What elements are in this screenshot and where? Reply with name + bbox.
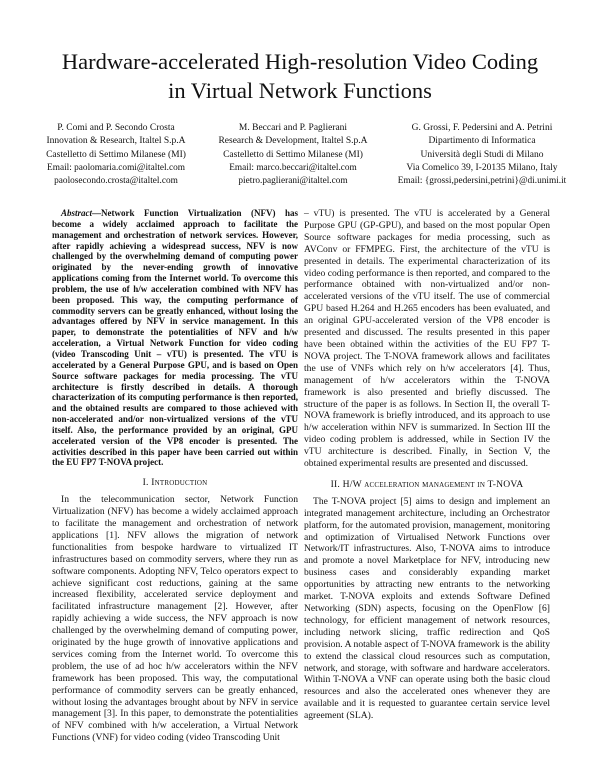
author-block-1 bbox=[28, 122, 204, 188]
author-address: Università degli Studi di Milano bbox=[420, 149, 544, 160]
introduction-paragraph-continued: – vTU) is presented. The vTU is accelerated by a General Purpose GPU (GP-GPU), and based on the most popular Open Source software packages for media processing, such as AVConv or FFMPEG. First, the architecture of the vTU is presented in details. The experimental characterization of its video coding performance is then reported, and compared to the performance obtained with non-virtualized and/or non-accelerated versions of the vTU itself. The use of commercial GPU based H.264 and H.265 encoders has been evaluated, and an original GPU-accelerated version of the VP8 encoder is presented and discussed. The results presented in this paper have been obtained within the activities of the EU FP7 T-NOVA project. The T-NOVA framework allows and facilitates the use of VNFs which rely on h/w accelerators [4]. Thus, management of h/w accelerators within the T-NOVA framework is also presented and briefly discussed. The structure of the paper is as follows. In Section II, the overall T-NOVA framework is briefly introduced, and its approach to use h/w acceleration within NFV is summarized. In Section III the video coding problem is addressed, while in Section IV the vTU architecture is described. Finally, in Section V, the obtained experimental results are presented and discussed. bbox=[304, 208, 550, 470]
author-email: Email: paolomaria.comi@italtel.com bbox=[47, 162, 185, 173]
abstract-label: Abstract bbox=[61, 208, 93, 218]
tnova-paragraph: The T-NOVA project [5] aims to design and implement an integrated management architecture, including an Orchestrator platform, for the automated provision, management, monitoring and optimization of Virtualised Network Functions over Network/IT infrastructures. Also, T-NOVA aims to introduce and promote a novel Marketplace for NFV, introducing new business cases and considerably expanding market opportunities by attracting new entrants to the networking market. T-NOVA exploits and extends Software Defined Networking (SDN) aspects, focusing on the OpenFlow [6] technology, for efficient management of network resources, including network slicing, traffic redirection and QoS provision. A notable aspect of T-NOVA framework is the ability to extend the classical cloud resources such as computation, network, and storage, with software and hardware accelerators. Within T-NOVA a VNF can operate using both the basic cloud resources and also the accelerated ones whenever they are available and it is requested to guarantee certain service level agreement (SLA). bbox=[304, 495, 550, 722]
author-affiliation: Dipartimento di Informatica bbox=[428, 136, 536, 147]
abstract-text: —Network Function Virtualization (NFV) has become a widely acclaimed approach to facilitate the management and orchestration of network services. However, after rapidly achieving a widespread success, NFV is now challenged by the overwhelming demand of computing power originated by the never-ending growth of innovative applications coming from the Internet world. To overcome this problem, the use of h/w acceleration combined with NFV has been proposed. This way, the computing performance of commodity servers can be greatly enhanced, without losing the advantages offered by NFV in service management. In this paper, to demonstrate the potentialities of NFV and h/w acceleration, a Virtual Network Function for video coding (video Transcoding Unit – vTU) is presented. The vTU is accelerated by a General Purpose GPU, and is based on Open Source software packages for media processing. The vTU architecture is firstly described in details. A thorough characterization of its computing performance is then reported, and the obtained results are compared to those achieved with non-accelerated and/or non-virtualized versions of the vTU itself. Also, the performance provided by an original, GPU accelerated version of the VP8 encoder is presented. The activities described in this paper have been carried out within the EU FP7 T-NOVA project. bbox=[52, 208, 298, 468]
author-address-2: Via Comelico 39, I-20135 Milano, Italy bbox=[406, 162, 558, 173]
paper-title bbox=[20, 47, 580, 105]
section-heading-hw-acceleration: II. H/W acceleration management in T-NOVA bbox=[330, 478, 524, 490]
section-heading-introduction: I. Introduction bbox=[142, 477, 208, 489]
right-column bbox=[304, 208, 550, 722]
author-email-2: pietro.paglierani@italtel.com bbox=[238, 176, 348, 187]
author-email: Email: {grossi,pedersini,petrini}@di.unimi.it bbox=[397, 176, 567, 187]
author-affiliation: Research & Development, Italtel S.p.A bbox=[218, 136, 368, 147]
author-names: G. Grossi, F. Pedersini and A. Petrini bbox=[411, 123, 553, 133]
author-names: M. Beccari and P. Paglierani bbox=[238, 123, 348, 133]
author-address: Castelletto di Settimo Milanese (MI) bbox=[223, 149, 363, 160]
introduction-paragraph: In the telecommunication sector, Network Function Virtualization (NFV) has become a widely acclaimed approach to facilitate the management and orchestration of network applications [1]. NFV allows the migration of network functionalities from bespoke hardware to virtualized IT infrastructures based on commodity servers, where they run as software components. Adopting NFV, Telco operators expect to achieve significant cost reductions, gaining at the same increased flexibility, accelerated service deployment and facilitated infrastructure management [2]. However, after rapidly achieving a wide success, the NFV approach is now challenged by the overwhelming demand of computing power, originated by the huge growth of innovative applications and services coming from the Internet world. To overcome this problem, the use of ad hoc h/w accelerators within the NFV framework has been proposed. This way, the computational performance of commodity servers can be greatly enhanced, without losing the advantages brought about by NFV in service management [3]. In this paper, to demonstrate the potentialities of NFV combined with h/w acceleration, a Virtual Network Functions (VNF) for video coding (video Transcoding Unit bbox=[52, 494, 298, 744]
author-block-2 bbox=[208, 122, 378, 188]
title-line-2: in Virtual Network Functions bbox=[168, 78, 432, 103]
author-address: Castelletto di Settimo Milanese (MI) bbox=[46, 149, 186, 160]
author-affiliation: Innovation & Research, Italtel S.p.A bbox=[46, 136, 186, 147]
author-names: P. Comi and P. Secondo Crosta bbox=[57, 123, 175, 133]
author-email: Email: marco.beccari@italtel.com bbox=[229, 162, 357, 173]
left-column bbox=[52, 208, 298, 744]
author-email-2: paolosecondo.crosta@italtel.com bbox=[54, 176, 178, 187]
title-line-1: Hardware-accelerated High-resolution Video Coding bbox=[61, 49, 539, 74]
abstract bbox=[52, 208, 298, 468]
author-block-3 bbox=[380, 122, 584, 188]
